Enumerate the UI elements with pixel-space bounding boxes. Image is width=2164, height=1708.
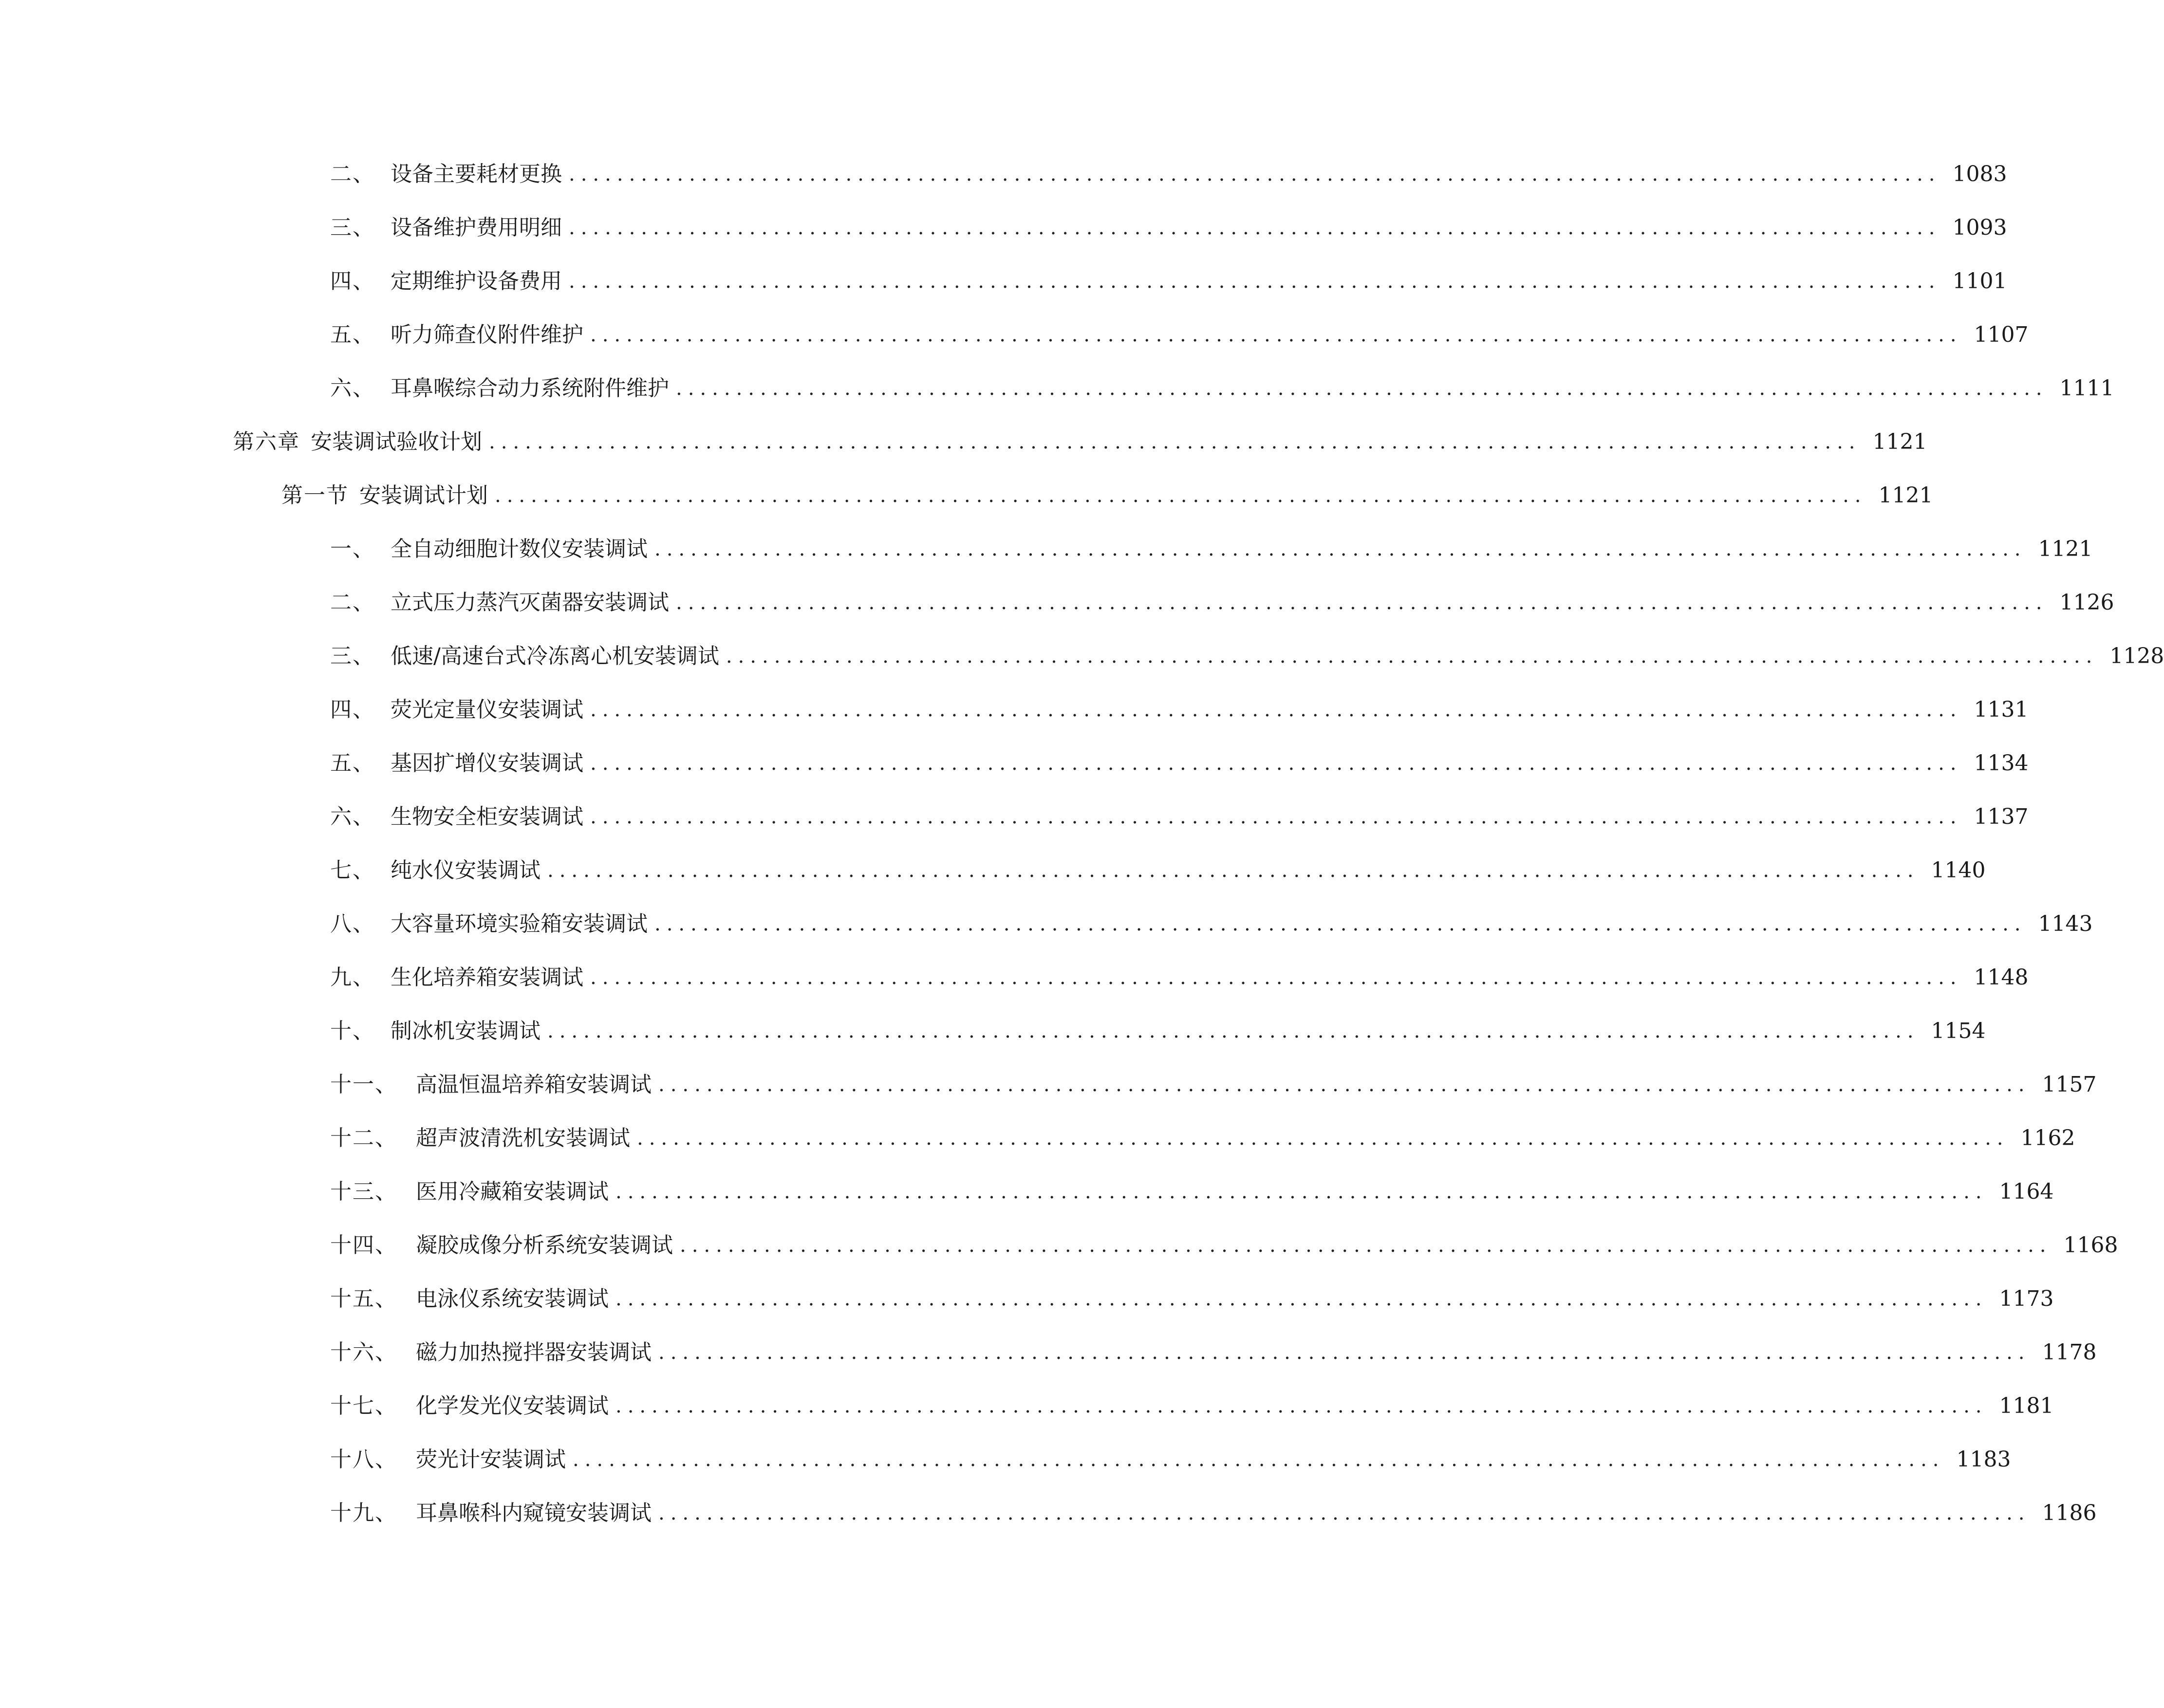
toc-entry-title (330, 802, 583, 832)
dot-leader: .................................................................................................................. (676, 377, 2048, 400)
toc-entry-title (330, 1017, 541, 1046)
toc-entry[interactable] (0, 1326, 2097, 1379)
toc-entry-text: 设备维护费用明细 (391, 215, 562, 240)
dot-leader: .................................................................................................................. (590, 806, 1962, 828)
toc-entry-page: 1168 (2063, 1233, 2118, 1258)
dot-leader: .................................................................................................................. (495, 484, 1867, 507)
dot-leader: .................................................................................................................. (658, 1502, 2031, 1524)
dot-leader: .................................................................................................................. (616, 1395, 1988, 1417)
toc-entry-text: 生物安全柜安装调试 (391, 804, 583, 829)
dot-leader: .................................................................................................................. (658, 1074, 2031, 1096)
dot-leader: .................................................................................................................. (590, 752, 1962, 775)
toc-entry[interactable] (0, 790, 2029, 844)
toc-entry-page: 1154 (1931, 1019, 1986, 1043)
toc-entry-number: 三、 (330, 215, 375, 240)
toc-entry[interactable] (0, 362, 2114, 415)
toc-entry-number: 十九、 (330, 1501, 397, 1525)
toc-entry-page: 1121 (1878, 483, 1933, 508)
toc-entry-text: 超声波清洗机安装调试 (416, 1126, 630, 1151)
toc-entry-page: 1183 (1956, 1447, 2011, 1472)
dot-leader: .................................................................................................................. (547, 859, 1920, 882)
toc-entry-title (330, 856, 541, 885)
toc-entry-text: 耳鼻喉综合动力系统附件维护 (391, 376, 669, 401)
toc-entry[interactable] (0, 255, 2007, 308)
toc-entry-title (330, 1070, 652, 1099)
toc-entry-page: 1143 (2038, 911, 2093, 936)
dot-leader: .................................................................................................................. (569, 163, 1941, 186)
toc-entry-number: 十七、 (330, 1393, 397, 1418)
toc-entry[interactable] (0, 308, 2029, 362)
toc-entry-page: 1111 (2059, 376, 2114, 401)
toc-entry[interactable] (0, 201, 2007, 255)
toc-entry[interactable] (0, 1272, 2054, 1326)
dot-leader: .................................................................................................................. (726, 645, 2098, 668)
dot-leader: .................................................................................................................. (569, 217, 1941, 239)
toc-entry-page: 1083 (1952, 162, 2007, 186)
toc-entry-number: 五、 (330, 322, 375, 347)
dot-leader: .................................................................................................................. (573, 1448, 1945, 1471)
toc-entry-title (330, 1124, 630, 1153)
toc-entry-title (330, 695, 583, 724)
toc-entry-title (330, 1177, 609, 1207)
toc-entry[interactable] (0, 576, 2114, 630)
toc-entry-title (330, 267, 562, 296)
toc-entry-number: 第一节 (281, 483, 349, 508)
toc-entry-title (330, 1445, 566, 1474)
toc-entry[interactable] (0, 522, 2093, 576)
toc-chapter-entry[interactable] (0, 415, 1927, 469)
toc-entry-title (330, 1338, 652, 1367)
toc-entry-page: 1131 (1974, 697, 2029, 722)
dot-leader: .................................................................................................................. (676, 592, 2048, 614)
toc-entry[interactable] (0, 148, 2007, 201)
toc-entry-number: 一、 (330, 537, 375, 561)
toc-entry-title (281, 481, 488, 510)
toc-entry-number: 十八、 (330, 1447, 397, 1472)
toc-entry-text: 荧光计安装调试 (416, 1447, 566, 1472)
toc-entry-page: 1140 (1931, 858, 1986, 883)
toc-entry-text: 基因扩增仪安装调试 (391, 751, 583, 776)
toc-entry-number: 十四、 (330, 1233, 397, 1258)
toc-entry-page: 1164 (1999, 1179, 2054, 1204)
toc-entry-page: 1107 (1974, 322, 2029, 347)
toc-entry-text: 高温恒温培养箱安装调试 (416, 1072, 652, 1097)
toc-entry[interactable] (0, 1486, 2097, 1540)
toc-entry-number: 二、 (330, 590, 375, 615)
toc-entry[interactable] (0, 951, 2029, 1004)
toc-entry-title (330, 1231, 673, 1260)
toc-entry-page: 1178 (2042, 1340, 2097, 1365)
toc-entry-page: 1126 (2059, 590, 2114, 615)
toc-entry-number: 十五、 (330, 1286, 397, 1311)
toc-entry-text: 荧光定量仪安装调试 (391, 697, 583, 722)
toc-entry[interactable] (0, 630, 2164, 683)
toc-entry-number: 十一、 (330, 1072, 397, 1097)
dot-leader: .................................................................................................................. (547, 1020, 1920, 1042)
toc-entry-number: 四、 (330, 697, 375, 722)
toc-entry[interactable] (0, 897, 2093, 951)
toc-entry[interactable] (0, 1219, 2118, 1272)
toc-entry-page: 1137 (1974, 804, 2029, 829)
toc-entry[interactable] (0, 1379, 2054, 1433)
toc-entry-page: 1093 (1952, 215, 2007, 240)
toc-entry-text: 纯水仪安装调试 (391, 858, 541, 883)
toc-section-entry[interactable] (0, 469, 1933, 522)
toc-entry-page: 1121 (1872, 429, 1927, 454)
dot-leader: .................................................................................................................. (658, 1341, 2031, 1364)
toc-entry-title (330, 1284, 609, 1314)
toc-entry-title (330, 320, 583, 350)
toc-entry-title (330, 1392, 609, 1421)
dot-leader: .................................................................................................................. (590, 324, 1962, 346)
toc-entry[interactable] (0, 683, 2029, 737)
toc-entry-number: 十六、 (330, 1340, 397, 1365)
dot-leader: .................................................................................................................. (569, 270, 1941, 293)
toc-entry-page: 1128 (2109, 644, 2164, 668)
toc-entry-title (330, 535, 648, 564)
dot-leader: .................................................................................................................. (590, 966, 1962, 989)
dot-leader: .................................................................................................................. (654, 538, 2027, 560)
toc-entry-title (330, 910, 648, 939)
toc-entry[interactable] (0, 1058, 2097, 1112)
dot-leader: .................................................................................................................. (654, 913, 2027, 935)
dot-leader: .................................................................................................................. (616, 1181, 1988, 1203)
toc-entry-text: 生化培养箱安装调试 (391, 965, 583, 990)
toc-entry-text: 低速/高速台式冷冻离心机安装调试 (391, 644, 719, 668)
toc-entry-text: 安装调试计划 (359, 483, 488, 508)
toc-entry-number: 五、 (330, 751, 375, 776)
toc-entry-number: 九、 (330, 965, 375, 990)
toc-entry[interactable] (0, 1433, 2011, 1486)
toc-entry-title (330, 749, 583, 778)
toc-entry-number: 二、 (330, 162, 375, 186)
dot-leader: .................................................................................................................. (590, 699, 1962, 721)
dot-leader: .................................................................................................................. (489, 431, 1861, 453)
toc-entry-page: 1162 (2020, 1126, 2075, 1151)
toc-entry-number: 四、 (330, 269, 375, 294)
toc-entry[interactable] (0, 1165, 2054, 1219)
toc-entry-number: 七、 (330, 858, 375, 883)
toc-entry-text: 听力筛查仪附件维护 (391, 322, 583, 347)
toc-entry-text: 制冰机安装调试 (391, 1019, 541, 1043)
toc-entry-number: 第六章 (233, 429, 300, 454)
toc-entry-text: 磁力加热搅拌器安装调试 (416, 1340, 652, 1365)
toc-entry-title (330, 588, 669, 617)
toc-entry-page: 1186 (2042, 1501, 2097, 1525)
toc-entry-number: 十三、 (330, 1179, 397, 1204)
toc-entry-text: 医用冷藏箱安装调试 (416, 1179, 609, 1204)
toc-entry-page: 1121 (2038, 537, 2093, 561)
table-of-contents (0, 148, 2164, 1540)
toc-entry-title (330, 213, 562, 242)
toc-entry[interactable] (0, 1112, 2075, 1165)
toc-entry-text: 全自动细胞计数仪安装调试 (391, 537, 648, 561)
dot-leader: .................................................................................................................. (637, 1127, 2009, 1150)
dot-leader: .................................................................................................................. (680, 1234, 2052, 1257)
toc-entry-page: 1181 (1999, 1393, 2054, 1418)
toc-entry-text: 凝胶成像分析系统安装调试 (416, 1233, 673, 1258)
toc-entry-text: 电泳仪系统安装调试 (416, 1286, 609, 1311)
toc-entry-number: 十二、 (330, 1126, 397, 1151)
toc-entry-text: 耳鼻喉科内窥镜安装调试 (416, 1501, 652, 1525)
toc-entry-number: 八、 (330, 911, 375, 936)
toc-entry-page: 1101 (1952, 269, 2007, 294)
toc-entry-title (330, 642, 719, 671)
toc-entry-number: 六、 (330, 804, 375, 829)
dot-leader: .................................................................................................................. (616, 1288, 1988, 1310)
toc-entry[interactable] (0, 844, 1986, 897)
toc-entry[interactable] (0, 737, 2029, 790)
toc-entry-text: 设备主要耗材更换 (391, 162, 562, 186)
toc-entry-number: 六、 (330, 376, 375, 401)
toc-entry-page: 1148 (1974, 965, 2029, 990)
toc-entry-title (233, 427, 482, 457)
toc-entry-text: 大容量环境实验箱安装调试 (391, 911, 648, 936)
toc-entry-title (330, 963, 583, 992)
toc-entry-title (330, 160, 562, 189)
toc-entry-text: 定期维护设备费用 (391, 269, 562, 294)
toc-entry-text: 化学发光仪安装调试 (416, 1393, 609, 1418)
toc-entry[interactable] (0, 1004, 1986, 1058)
toc-entry-page: 1134 (1974, 751, 2029, 776)
toc-entry-page: 1173 (1999, 1286, 2054, 1311)
toc-entry-text: 立式压力蒸汽灭菌器安装调试 (391, 590, 669, 615)
toc-entry-title (330, 374, 669, 403)
toc-entry-text: 安装调试验收计划 (311, 429, 482, 454)
toc-entry-page: 1157 (2042, 1072, 2097, 1097)
toc-entry-number: 三、 (330, 644, 375, 668)
toc-entry-title (330, 1499, 652, 1528)
toc-entry-number: 十、 (330, 1019, 375, 1043)
